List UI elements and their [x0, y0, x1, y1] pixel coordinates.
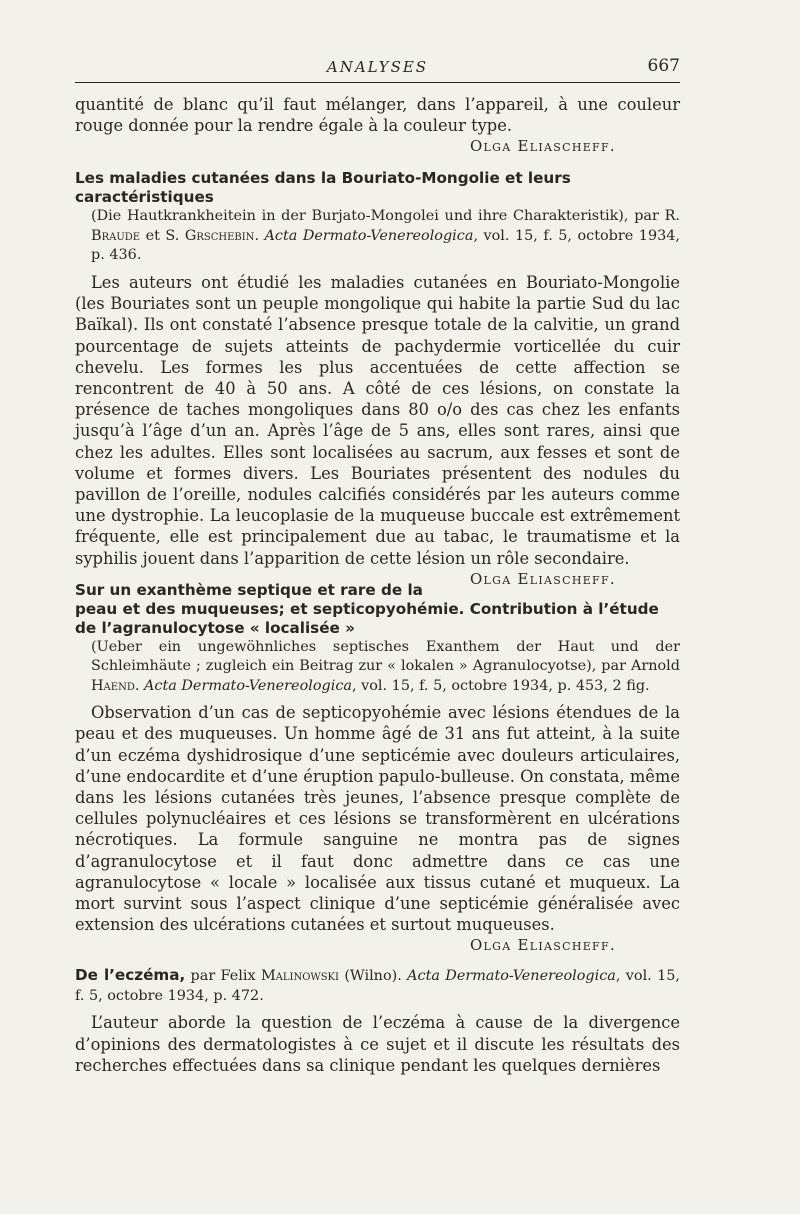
- article-body: L’auteur aborde la question de l’eczéma à cause de la divergence d’opinions des dermatologistes à ce sujet et il discute les résultats des recherches effectuées dans sa clinique pendant les quelques dernières: [75, 1013, 680, 1075]
- article-reference: [75, 966, 680, 1006]
- author-name: Braude: [91, 227, 141, 244]
- reference-suffix: , vol. 15, f. 5, octobre 1934, p. 436.: [91, 227, 680, 264]
- article-signature: Olga Eliascheff.: [469, 569, 616, 588]
- page-header: [75, 52, 680, 83]
- reference-mid: (Wilno).: [338, 968, 408, 985]
- article-title: Les maladies cutanées dans la Bouriato-Mongolie et leurs caractéristiques: [75, 169, 571, 207]
- article-title: Sur un exanthème septique et rare de la peau et des muqueuses; et septicopyohémie. Contribution à l’étude de l’agranulocytose « localisée »: [75, 580, 659, 637]
- reference-prefix: (Die Hautkrankheitein in der Burjato-Mongolei und ihre Charakteristik), par R.: [91, 208, 680, 225]
- journal-name: Acta Dermato-Venereologica: [407, 968, 616, 985]
- article-title: De l’eczéma,: [75, 966, 186, 985]
- journal-name: Acta Dermato-Venereologica: [264, 227, 474, 244]
- article-body: Les auteurs ont étudié les maladies cutanées en Bouriato-Mongolie (les Bouriates sont un peuple mongolique qui habite la partie Sud du lac Baïkal). Ils ont constaté l’absence presque totale de la calvitie, un grand pourcentage de sujets atteints de pachydermie vorticellée du cuir chevelu. Les formes les plus accentuées de cette affection se rencontrent de 40 à 50 ans. A côté de ces lésions, on constate la présence de taches mongoliques dans 80 o/o des cas chez les enfants jusqu’à l’âge d’un an. Après l’âge de 5 ans, elles sont rares, ainsi que chez les adultes. Elles sont localisées au sacrum, aux fesses et sont de volume et formes divers. Les Bouriates présentent des nodules du pavillon de l’oreille, nodules calcifiés considérés par les auteurs comme une dystrophie. La leucoplasie de la muqueuse buccale est extrêmement fréquente, elle est principalement due au tabac, le traumatisme et la syphilis jouent dans l’apparition de cette lésion un rôle secondaire. Olga Eliascheff.: [75, 272, 680, 569]
- article-reference: [75, 207, 680, 266]
- article-signature: Olga Eliascheff.: [469, 936, 616, 955]
- intro-signature: Olga Eliascheff.: [469, 137, 616, 156]
- reference-prefix: par Felix: [185, 968, 261, 985]
- reference-prefix: (Ueber ein ungewöhnliches septisches Exanthem der Haut und der Schleimhäute ; zugleich ein Beitrag zur « lokalen » Agranulocyotse), par Arnold: [91, 638, 680, 675]
- article-body: Observation d’un cas de septicopyohémie avec lésions étendues de la peau et des muqueuses. Un homme âgé de 31 ans fut atteint, à la suite d’un eczéma dyshidrosique d’une septicémie avec douleurs articulaires, d’une endocardite et d’une éruption papulo-bulleuse. On constata, même dans les lésions cutanées très jeunes, l’absence presque complète de cellules polynucléaires et ces lésions se transformèrent en ulcérations nécrotiques. La formule sanguine ne montra pas de signes d’agranulocytose et il faut donc admettre dans ce cas une agranulocytose « locale » localisée aux tissus cutané et muqueux. La mort survint sous l’aspect clinique d’une septicémie généralisée avec extension des ulcérations cutanées et surtout muqueuses.: [75, 703, 680, 935]
- article-eczema: [75, 966, 680, 1076]
- article-exantheme-septique: [75, 581, 680, 957]
- reference-mid: et S.: [140, 227, 185, 244]
- reference-suffix: , vol. 15, f. 5, octobre 1934, p. 472.: [75, 968, 680, 1004]
- reference-suffix: , vol. 15, f. 5, octobre 1934, p. 453, 2 fig.: [351, 677, 650, 694]
- page-content: [75, 94, 680, 1076]
- reference-dot: .: [134, 677, 144, 694]
- intro-paragraph: quantité de blanc qu’il faut mélanger, dans l’appareil, à une couleur rouge donnée pour la rendre égale à la couleur type.: [75, 95, 680, 136]
- author-name: Haend: [91, 677, 135, 694]
- page-number: 667: [647, 56, 680, 76]
- author-name: Grschebin: [184, 227, 255, 244]
- journal-name: Acta Dermato-Venereologica: [144, 677, 352, 694]
- article-bouriato-mongolie: [75, 169, 680, 588]
- article-reference: [75, 638, 680, 697]
- reference-dot: .: [254, 227, 265, 244]
- author-name: Malinowski: [260, 968, 339, 985]
- running-head: ANALYSES: [326, 58, 429, 76]
